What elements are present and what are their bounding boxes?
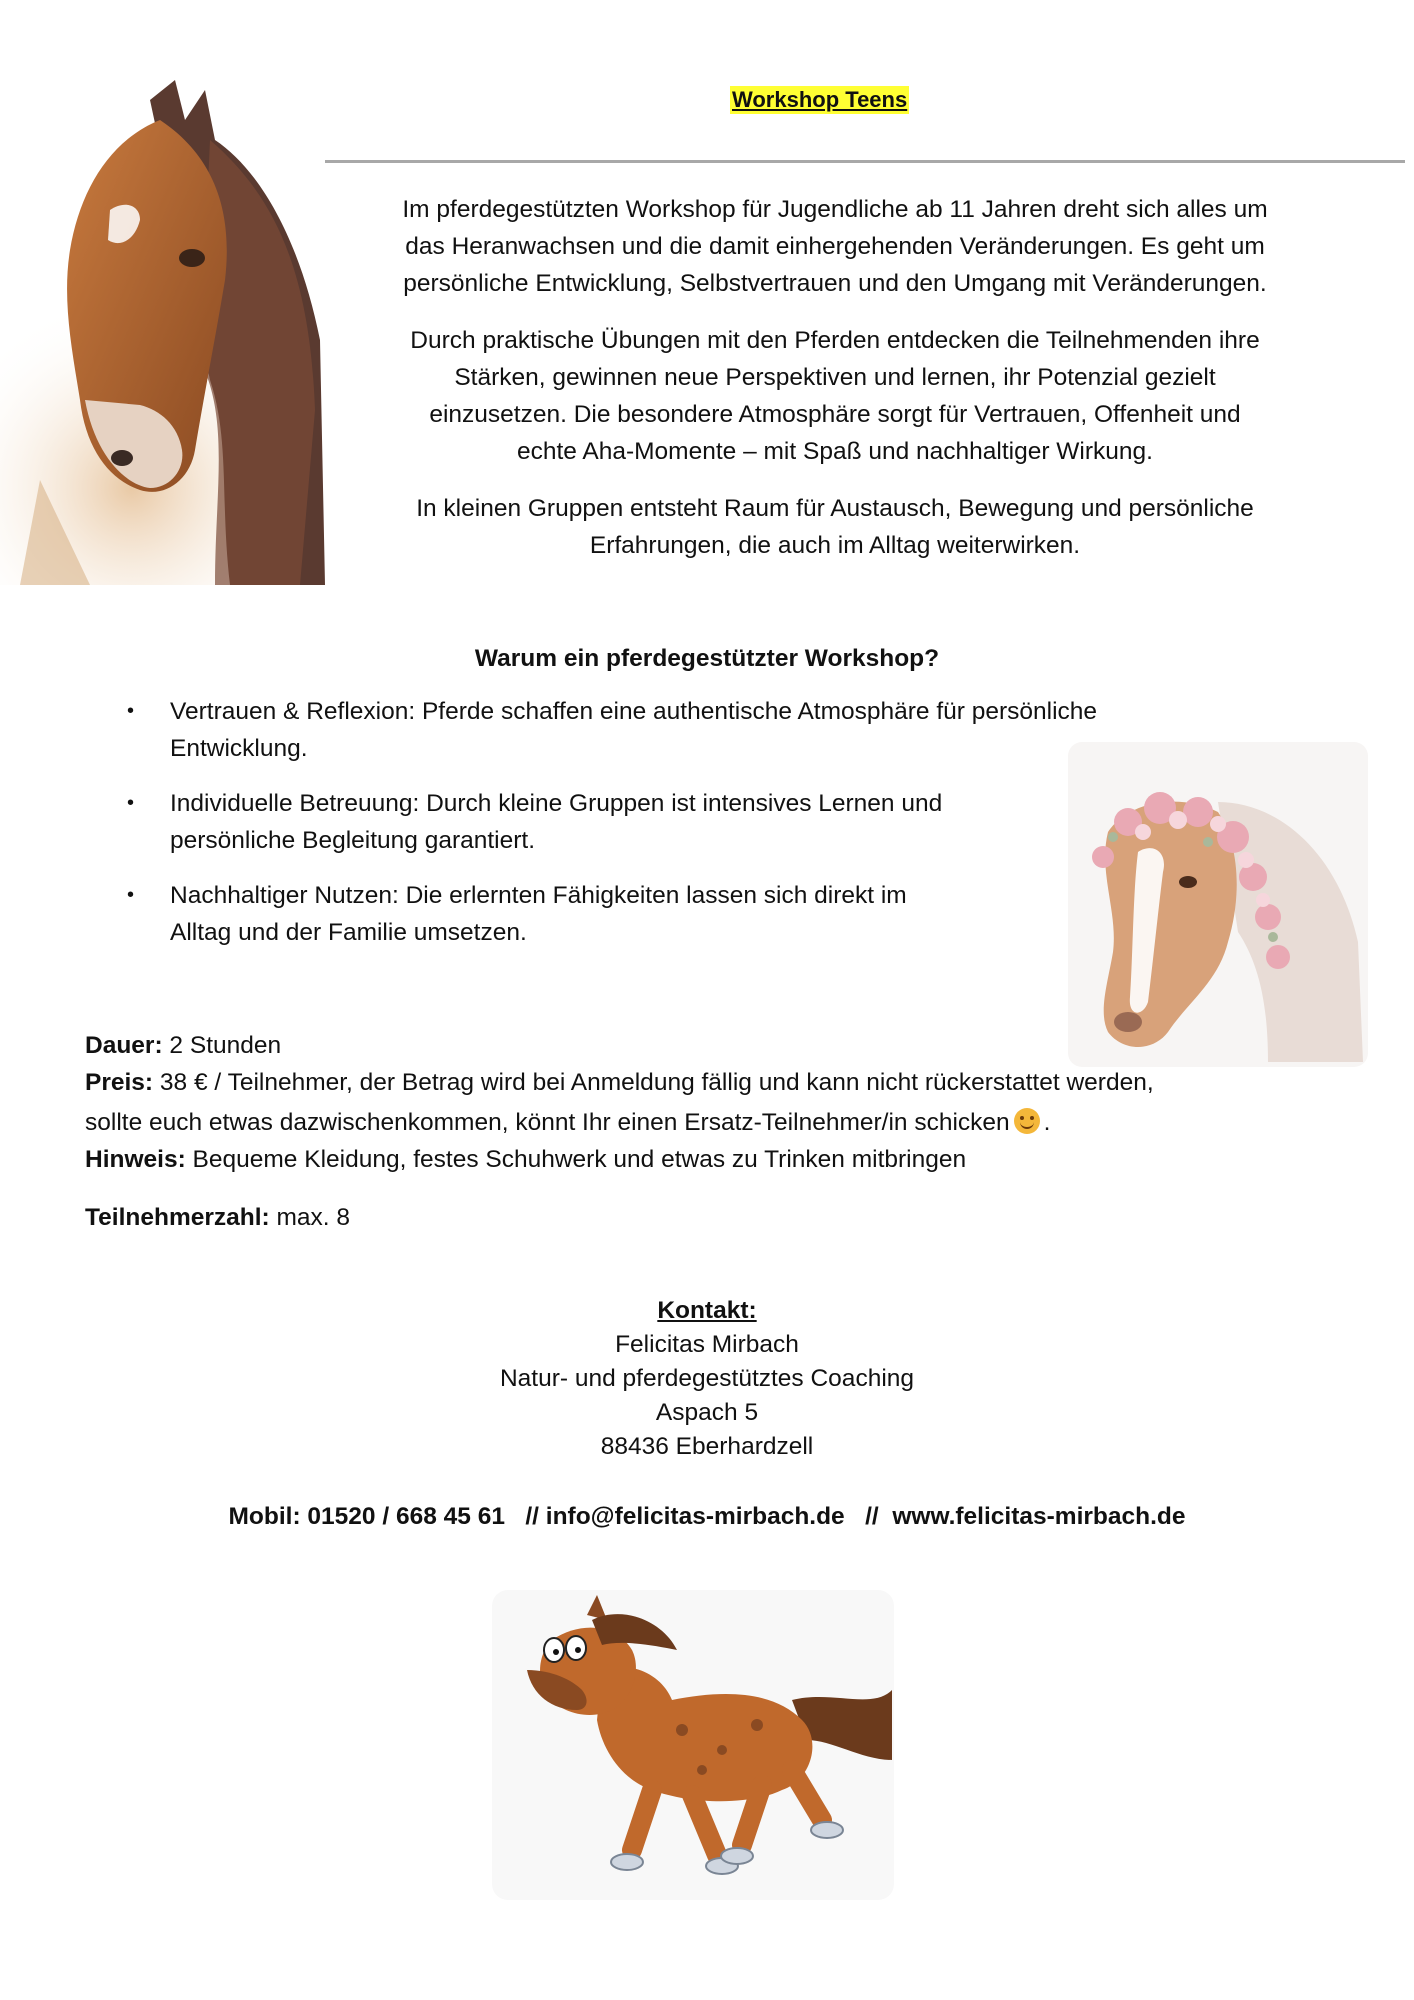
price-row: [85, 1064, 1154, 1101]
contact-business: Natur- und pferdegestütztes Coaching: [499, 1365, 915, 1392]
benefits-list: [125, 693, 1225, 969]
flower-horse-image: [1068, 742, 1368, 1067]
bullet-icon: •: [127, 700, 135, 722]
contact-street: Aspach 5: [655, 1399, 759, 1426]
list-item: [125, 877, 1225, 951]
list-item-text: Nachhaltiger Nutzen: Die erlernten Fähigkeiten lassen sich direkt im: [170, 882, 907, 909]
intro-p3-line: In kleinen Gruppen entsteht Raum für Austausch, Bewegung und persönliche: [416, 495, 1254, 522]
intro-p3-line: Erfahrungen, die auch im Alltag weiterwirken.: [589, 532, 1081, 559]
intro-p1-line: Im pferdegestützten Workshop für Jugendliche ab 11 Jahren dreht sich alles um: [402, 196, 1268, 223]
notice-row: [85, 1141, 966, 1178]
intro-p2-line: Durch praktische Übungen mit den Pferden entdecken die Teilnehmenden ihre: [410, 327, 1260, 354]
list-item: [125, 693, 1225, 767]
price-row-continued: [85, 1104, 1050, 1141]
price-end: .: [1043, 1109, 1051, 1136]
list-item: [125, 785, 1225, 859]
list-item-text: Individuelle Betreuung: Durch kleine Gruppen ist intensives Lernen und: [170, 790, 943, 817]
participants-value: max. 8: [269, 1204, 351, 1231]
participants-row: [85, 1199, 350, 1236]
cartoon-horse-image: [492, 1590, 894, 1900]
intro-p1-line: das Heranwachsen und die damit einhergehenden Veränderungen. Es geht um: [405, 233, 1265, 260]
intro-p2-line: Stärken, gewinnen neue Perspektiven und lernen, ihr Potenzial gezielt: [454, 364, 1216, 391]
list-item-text: Alltag und der Familie umsetzen.: [170, 919, 527, 946]
duration-label: Dauer:: [85, 1032, 163, 1059]
intro-paragraph-1: [340, 191, 1330, 302]
intro-p1-line: persönliche Entwicklung, Selbstvertrauen und den Umgang mit Veränderungen.: [403, 270, 1267, 297]
list-item-text: Vertrauen & Reflexion: Pferde schaffen eine authentische Atmosphäre für persönliche: [170, 698, 1098, 725]
smiley-icon: [1014, 1108, 1040, 1134]
contact-name: Felicitas Mirbach: [615, 1331, 799, 1358]
bullet-icon: •: [127, 792, 135, 814]
contact-footer-line: Mobil: 01520 / 668 45 61 // info@felicitas-mirbach.de // www.felicitas-mirbach.de: [228, 1503, 1186, 1530]
why-heading: Warum ein pferdegestützter Workshop?: [474, 645, 940, 672]
intro-paragraph-3: [340, 490, 1330, 564]
page-title: Workshop Teens: [732, 87, 908, 112]
intro-paragraph-2: [340, 322, 1330, 470]
bullet-icon: •: [127, 884, 135, 906]
price-value: 38 € / Teilnehmer, der Betrag wird bei Anmeldung fällig und kann nicht rückerstattet werden,: [153, 1069, 1154, 1096]
participants-label: Teilnehmerzahl:: [85, 1204, 270, 1231]
notice-label: Hinweis:: [85, 1146, 186, 1173]
intro-p2-line: echte Aha-Momente – mit Spaß und nachhaltiger Wirkung.: [517, 438, 1153, 465]
contact-city: 88436 Eberhardzell: [600, 1433, 814, 1460]
contact-heading: Kontakt:: [657, 1297, 757, 1324]
price-label: Preis:: [85, 1069, 154, 1096]
duration-row: [85, 1027, 281, 1064]
notice-value: Bequeme Kleidung, festes Schuhwerk und etwas zu Trinken mitbringen: [185, 1146, 967, 1173]
price-value-continued: sollte euch etwas dazwischenkommen, könnt Ihr einen Ersatz-Teilnehmer/in schicken: [85, 1109, 1010, 1136]
horizontal-divider: [325, 160, 1405, 163]
duration-value: 2 Stunden: [162, 1032, 282, 1059]
list-item-text: Entwicklung.: [170, 735, 308, 762]
intro-p2-line: einzusetzen. Die besondere Atmosphäre sorgt für Vertrauen, Offenheit und: [429, 401, 1241, 428]
list-item-text: persönliche Begleitung garantiert.: [170, 827, 536, 854]
horse-portrait-image: [0, 80, 330, 585]
